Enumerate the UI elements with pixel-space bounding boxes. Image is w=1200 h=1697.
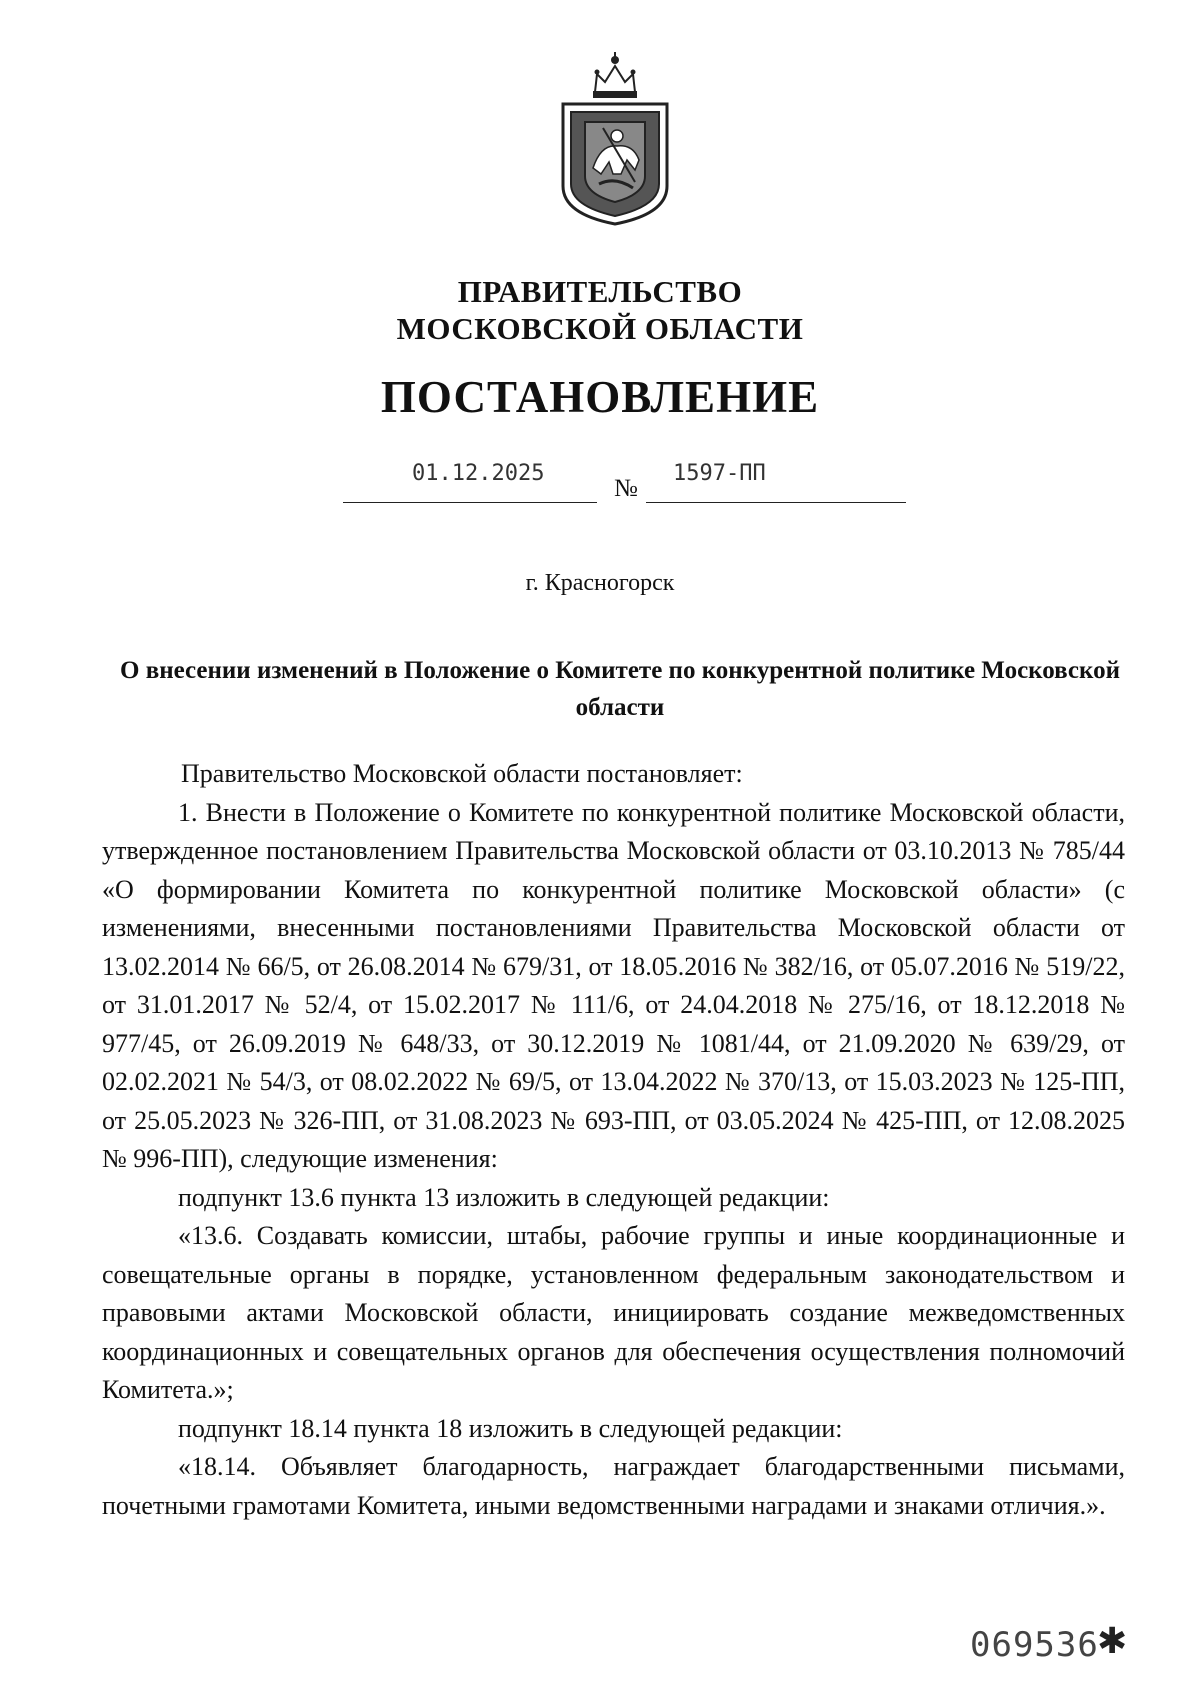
moscow-oblast-coat-of-arms-icon bbox=[555, 48, 675, 228]
decree-date: 01.12.2025 bbox=[412, 461, 545, 486]
date-underline bbox=[343, 502, 597, 503]
intro-paragraph: Правительство Московской области постановляет: bbox=[181, 759, 743, 788]
document-type-heading: ПОСТАНОВЛЕНИЕ bbox=[380, 372, 820, 422]
form-serial-number: 069536 bbox=[970, 1625, 1099, 1665]
paragraph-1: 1. Внести в Положение о Комитете по конкурентной политике Московской области, утвержденное постановлением Правительства Московской области от 03.10.2013 № 785/44 «О формировании Комитета по конкурентной политике Московской области» (с изменениями, внесенными постановлениями Правительства Московской области от 13.02.2014 № 66/5, от 26.08.2014 № 679/31, от 18.05.2016 № 382/16, от 05.07.2016 № 519/22, от 31.01.2017 № 52/4, от 15.02.2017 № 111/6, от 24.04.2018 № 275/16, от 18.12.2018 № 977/45, от 26.09.2019 № 648/33, от 30.12.2019 № 1081/44, от 21.09.2020 № 639/29, от 02.02.2021 № 54/3, от 08.02.2022 № 69/5, от 13.04.2022 № 370/13, от 15.03.2023 № 125-ПП, от 25.05.2023 № 326-ПП, от 31.08.2023 № 693-ПП, от 03.05.2024 № 425-ПП, от 12.08.2025 № 996-ПП), следующие изменения: bbox=[102, 797, 1125, 1173]
asterisk-icon: ✱ bbox=[1097, 1621, 1128, 1662]
government-name-line-1: ПРАВИТЕЛЬСТВО bbox=[457, 274, 743, 309]
number-underline bbox=[646, 502, 906, 503]
paragraph-2: подпункт 13.6 пункта 13 изложить в следующей редакции: bbox=[178, 1182, 830, 1212]
document-title: О внесении изменений в Положение о Комитете по конкурентной политике Московской области bbox=[120, 657, 1120, 721]
decree-number: 1597-ПП bbox=[673, 461, 766, 486]
paragraph-4: подпункт 18.14 пункта 18 изложить в следующей редакции: bbox=[178, 1413, 843, 1443]
number-sign: № bbox=[614, 475, 638, 502]
government-name-line-2: МОСКОВСКОЙ ОБЛАСТИ bbox=[396, 311, 804, 346]
paragraph-5: «18.14. Объявляет благодарность, награждает благодарственными письмами, почетными грамотами Комитета, иными ведомственными наградами и знаками отличия.». bbox=[102, 1452, 1125, 1520]
city-line: г. Красногорск bbox=[525, 570, 675, 596]
paragraph-3: «13.6. Создавать комиссии, штабы, рабочие группы и иные координационные и совещательные органы в порядке, установленном федеральным законодательством и правовыми актами Московской области, инициировать создание межведомственных координационных и совещательных органов для обеспечения осуществления полномочий Комитета.»; bbox=[102, 1221, 1125, 1404]
document-body bbox=[102, 755, 1125, 1525]
